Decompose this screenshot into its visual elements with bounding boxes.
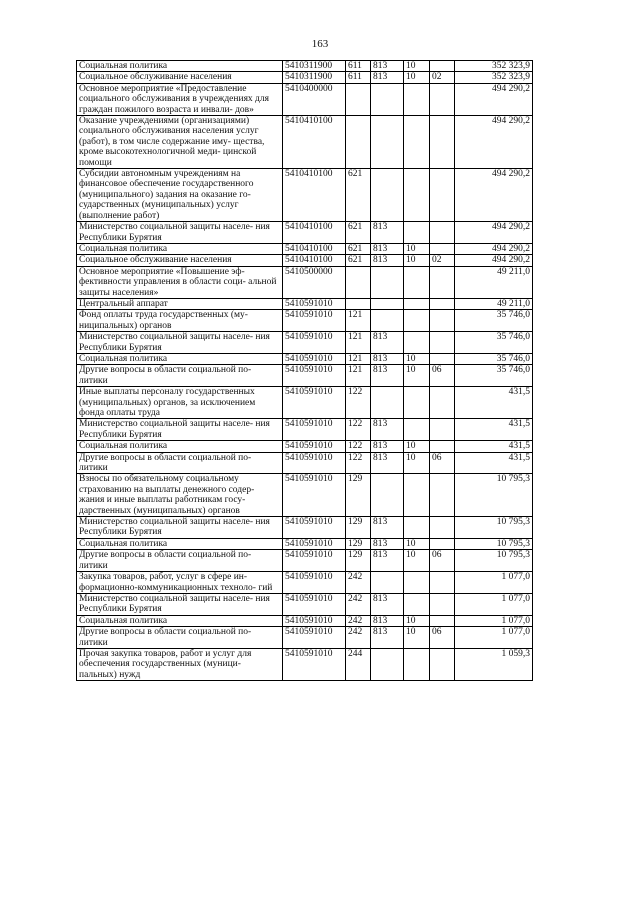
row-target-code: 5410591010 bbox=[283, 332, 346, 354]
row-amount: 35 746,0 bbox=[455, 353, 533, 364]
row-target-code: 5410591010 bbox=[283, 452, 346, 474]
row-subsection-code bbox=[430, 593, 455, 615]
row-expense-type: 121 bbox=[346, 365, 371, 387]
row-department-code bbox=[371, 310, 404, 332]
row-name: Социальная политика bbox=[77, 538, 283, 549]
row-expense-type: 244 bbox=[346, 648, 371, 680]
row-subsection-code: 06 bbox=[430, 452, 455, 474]
row-department-code bbox=[371, 83, 404, 115]
row-amount: 35 746,0 bbox=[455, 310, 533, 332]
table-row bbox=[77, 387, 533, 419]
row-expense-type: 621 bbox=[346, 255, 371, 266]
row-target-code: 5410591010 bbox=[283, 387, 346, 419]
row-section-code: 10 bbox=[404, 243, 430, 254]
row-amount: 35 746,0 bbox=[455, 365, 533, 387]
row-section-code bbox=[404, 169, 430, 222]
row-section-code bbox=[404, 517, 430, 539]
row-target-code: 5410311900 bbox=[283, 72, 346, 83]
row-name: Министерство социальной защиты населе- ния Республики Бурятия bbox=[77, 419, 283, 441]
row-subsection-code: 02 bbox=[430, 72, 455, 83]
row-amount: 352 323,9 bbox=[455, 61, 533, 72]
row-department-code bbox=[371, 169, 404, 222]
row-subsection-code bbox=[430, 648, 455, 680]
row-department-code bbox=[371, 572, 404, 594]
row-expense-type: 611 bbox=[346, 72, 371, 83]
row-expense-type: 129 bbox=[346, 517, 371, 539]
row-amount: 10 795,3 bbox=[455, 474, 533, 517]
row-expense-type: 129 bbox=[346, 550, 371, 572]
row-expense-type bbox=[346, 116, 371, 169]
row-section-code bbox=[404, 310, 430, 332]
row-department-code bbox=[371, 474, 404, 517]
row-subsection-code bbox=[430, 353, 455, 364]
row-expense-type: 121 bbox=[346, 310, 371, 332]
page-number: 163 bbox=[311, 38, 329, 50]
table-row bbox=[77, 266, 533, 298]
row-department-code: 813 bbox=[371, 61, 404, 72]
row-name: Фонд оплаты труда государственных (му- ниципальных) органов bbox=[77, 310, 283, 332]
row-expense-type bbox=[346, 266, 371, 298]
row-section-code bbox=[404, 593, 430, 615]
row-name: Социальная политика bbox=[77, 441, 283, 452]
row-name: Социальная политика bbox=[77, 353, 283, 364]
row-target-code: 5410591010 bbox=[283, 310, 346, 332]
row-subsection-code: 06 bbox=[430, 550, 455, 572]
table-row bbox=[77, 83, 533, 115]
row-subsection-code bbox=[430, 517, 455, 539]
table-row bbox=[77, 419, 533, 441]
row-name: Основное мероприятие «Предоставление социального обслуживания в учреждениях для граждан пожилого возраста и инвали- дов» bbox=[77, 83, 283, 115]
table-row bbox=[77, 310, 533, 332]
row-amount: 431,5 bbox=[455, 387, 533, 419]
row-target-code: 5410591010 bbox=[283, 593, 346, 615]
row-target-code: 5410410100 bbox=[283, 243, 346, 254]
table-row bbox=[77, 365, 533, 387]
row-section-code bbox=[404, 83, 430, 115]
row-target-code: 5410591010 bbox=[283, 419, 346, 441]
row-department-code: 813 bbox=[371, 365, 404, 387]
row-department-code: 813 bbox=[371, 222, 404, 244]
row-target-code: 5410591010 bbox=[283, 550, 346, 572]
row-subsection-code bbox=[430, 222, 455, 244]
row-department-code: 813 bbox=[371, 72, 404, 83]
row-subsection-code bbox=[430, 169, 455, 222]
row-expense-type: 611 bbox=[346, 61, 371, 72]
row-department-code bbox=[371, 298, 404, 309]
row-section-code: 10 bbox=[404, 550, 430, 572]
table-row bbox=[77, 538, 533, 549]
budget-table-body bbox=[77, 61, 533, 681]
row-subsection-code: 06 bbox=[430, 365, 455, 387]
row-expense-type bbox=[346, 298, 371, 309]
row-expense-type: 129 bbox=[346, 474, 371, 517]
row-name: Иные выплаты персоналу государственных (муниципальных) органов, за исключением фонда оплаты труда bbox=[77, 387, 283, 419]
row-amount: 431,5 bbox=[455, 441, 533, 452]
row-subsection-code bbox=[430, 332, 455, 354]
row-department-code: 813 bbox=[371, 332, 404, 354]
row-expense-type: 121 bbox=[346, 332, 371, 354]
row-subsection-code: 02 bbox=[430, 255, 455, 266]
row-section-code: 10 bbox=[404, 72, 430, 83]
row-section-code bbox=[404, 474, 430, 517]
row-name: Прочая закупка товаров, работ и услуг для обеспечения государственных (муници- пальных) нужд bbox=[77, 648, 283, 680]
row-expense-type: 122 bbox=[346, 452, 371, 474]
row-department-code: 813 bbox=[371, 550, 404, 572]
row-name: Социальная политика bbox=[77, 61, 283, 72]
row-target-code: 5410591010 bbox=[283, 615, 346, 626]
row-amount: 49 211,0 bbox=[455, 298, 533, 309]
row-name: Другие вопросы в области социальной по- литики bbox=[77, 627, 283, 649]
row-expense-type: 621 bbox=[346, 222, 371, 244]
row-subsection-code bbox=[430, 116, 455, 169]
row-name: Социальное обслуживание населения bbox=[77, 72, 283, 83]
row-name: Основное мероприятие «Повышение эф- фективности управления в области соци- альной защиты населения» bbox=[77, 266, 283, 298]
row-section-code: 10 bbox=[404, 615, 430, 626]
row-target-code: 5410591010 bbox=[283, 517, 346, 539]
row-department-code: 813 bbox=[371, 593, 404, 615]
row-expense-type: 122 bbox=[346, 387, 371, 419]
row-expense-type: 242 bbox=[346, 615, 371, 626]
row-name: Закупка товаров, работ, услуг в сфере ин- формационно-коммуникационных техноло- гий bbox=[77, 572, 283, 594]
row-amount: 10 795,3 bbox=[455, 538, 533, 549]
row-target-code: 5410591010 bbox=[283, 627, 346, 649]
row-subsection-code bbox=[430, 615, 455, 626]
row-expense-type bbox=[346, 83, 371, 115]
row-department-code: 813 bbox=[371, 353, 404, 364]
row-section-code: 10 bbox=[404, 452, 430, 474]
row-department-code: 813 bbox=[371, 419, 404, 441]
row-expense-type: 621 bbox=[346, 169, 371, 222]
row-amount: 10 795,3 bbox=[455, 517, 533, 539]
row-name: Центральный аппарат bbox=[77, 298, 283, 309]
row-name: Социальная политика bbox=[77, 615, 283, 626]
row-name: Другие вопросы в области социальной по- литики bbox=[77, 452, 283, 474]
row-subsection-code bbox=[430, 387, 455, 419]
table-row bbox=[77, 474, 533, 517]
row-target-code: 5410591010 bbox=[283, 441, 346, 452]
table-row bbox=[77, 550, 533, 572]
row-section-code bbox=[404, 419, 430, 441]
table-row bbox=[77, 61, 533, 72]
row-department-code: 813 bbox=[371, 538, 404, 549]
table-row bbox=[77, 332, 533, 354]
row-section-code: 10 bbox=[404, 441, 430, 452]
row-section-code bbox=[404, 266, 430, 298]
row-name: Субсидии автономным учреждениям на финансовое обеспечение государственного (муниципального) задания на оказание го- сударственных (муниципальных) услуг (выполнение работ) bbox=[77, 169, 283, 222]
table-row bbox=[77, 222, 533, 244]
row-amount: 1 059,3 bbox=[455, 648, 533, 680]
row-subsection-code bbox=[430, 572, 455, 594]
row-amount: 494 290,2 bbox=[455, 243, 533, 254]
table-row bbox=[77, 627, 533, 649]
row-department-code: 813 bbox=[371, 452, 404, 474]
table-row bbox=[77, 648, 533, 680]
row-name: Другие вопросы в области социальной по- литики bbox=[77, 550, 283, 572]
row-section-code bbox=[404, 222, 430, 244]
row-name: Социальное обслуживание населения bbox=[77, 255, 283, 266]
table-row bbox=[77, 243, 533, 254]
row-target-code: 5410410100 bbox=[283, 255, 346, 266]
row-amount: 1 077,0 bbox=[455, 593, 533, 615]
row-target-code: 5410591010 bbox=[283, 353, 346, 364]
row-amount: 494 290,2 bbox=[455, 169, 533, 222]
row-expense-type: 621 bbox=[346, 243, 371, 254]
row-amount: 1 077,0 bbox=[455, 615, 533, 626]
row-subsection-code bbox=[430, 474, 455, 517]
row-amount: 494 290,2 bbox=[455, 83, 533, 115]
row-amount: 494 290,2 bbox=[455, 222, 533, 244]
row-section-code: 10 bbox=[404, 365, 430, 387]
row-target-code: 5410311900 bbox=[283, 61, 346, 72]
row-section-code: 10 bbox=[404, 353, 430, 364]
row-subsection-code bbox=[430, 419, 455, 441]
row-target-code: 5410410100 bbox=[283, 116, 346, 169]
row-department-code: 813 bbox=[371, 255, 404, 266]
row-section-code bbox=[404, 572, 430, 594]
row-amount: 431,5 bbox=[455, 452, 533, 474]
table-row bbox=[77, 441, 533, 452]
row-section-code bbox=[404, 387, 430, 419]
row-department-code: 813 bbox=[371, 627, 404, 649]
row-expense-type: 121 bbox=[346, 353, 371, 364]
table-row bbox=[77, 615, 533, 626]
row-subsection-code bbox=[430, 538, 455, 549]
table-row bbox=[77, 72, 533, 83]
row-name: Другие вопросы в области социальной по- литики bbox=[77, 365, 283, 387]
row-expense-type: 122 bbox=[346, 441, 371, 452]
row-section-code: 10 bbox=[404, 61, 430, 72]
row-expense-type: 242 bbox=[346, 627, 371, 649]
row-expense-type: 242 bbox=[346, 593, 371, 615]
row-name: Взносы по обязательному социальному страхованию на выплаты денежного содер- жания и иные выплаты работникам госу- дарственных (муниципальных) органов bbox=[77, 474, 283, 517]
row-subsection-code bbox=[430, 243, 455, 254]
row-name: Министерство социальной защиты населе- ния Республики Бурятия bbox=[77, 517, 283, 539]
table-row bbox=[77, 572, 533, 594]
row-target-code: 5410500000 bbox=[283, 266, 346, 298]
row-section-code bbox=[404, 298, 430, 309]
row-department-code: 813 bbox=[371, 517, 404, 539]
row-target-code: 5410591010 bbox=[283, 474, 346, 517]
row-expense-type: 122 bbox=[346, 419, 371, 441]
row-amount: 49 211,0 bbox=[455, 266, 533, 298]
table-row bbox=[77, 517, 533, 539]
row-department-code bbox=[371, 266, 404, 298]
row-amount: 1 077,0 bbox=[455, 572, 533, 594]
row-amount: 352 323,9 bbox=[455, 72, 533, 83]
table-row bbox=[77, 298, 533, 309]
row-expense-type: 129 bbox=[346, 538, 371, 549]
row-section-code bbox=[404, 332, 430, 354]
table-row bbox=[77, 169, 533, 222]
table-row bbox=[77, 452, 533, 474]
row-subsection-code bbox=[430, 298, 455, 309]
row-amount: 1 077,0 bbox=[455, 627, 533, 649]
row-section-code: 10 bbox=[404, 538, 430, 549]
row-name: Оказание учреждениями (организациями) социального обслуживания населения услуг (работ), в том числе содержание иму- щества, кроме высокотехнологичной меди- цинской помощи bbox=[77, 116, 283, 169]
row-department-code: 813 bbox=[371, 243, 404, 254]
row-subsection-code bbox=[430, 61, 455, 72]
row-target-code: 5410591010 bbox=[283, 365, 346, 387]
row-target-code: 5410591010 bbox=[283, 538, 346, 549]
row-target-code: 5410410100 bbox=[283, 222, 346, 244]
row-department-code bbox=[371, 116, 404, 169]
row-target-code: 5410591010 bbox=[283, 572, 346, 594]
row-department-code bbox=[371, 387, 404, 419]
row-amount: 10 795,3 bbox=[455, 550, 533, 572]
row-section-code: 10 bbox=[404, 627, 430, 649]
table-row bbox=[77, 116, 533, 169]
row-subsection-code bbox=[430, 83, 455, 115]
row-target-code: 5410591010 bbox=[283, 298, 346, 309]
row-name: Министерство социальной защиты населе- ния Республики Бурятия bbox=[77, 332, 283, 354]
table-row bbox=[77, 255, 533, 266]
row-target-code: 5410400000 bbox=[283, 83, 346, 115]
row-target-code: 5410591010 bbox=[283, 648, 346, 680]
row-subsection-code: 06 bbox=[430, 627, 455, 649]
row-subsection-code bbox=[430, 310, 455, 332]
table-row bbox=[77, 593, 533, 615]
row-name: Социальная политика bbox=[77, 243, 283, 254]
row-amount: 431,5 bbox=[455, 419, 533, 441]
row-name: Министерство социальной защиты населе- ния Республики Бурятия bbox=[77, 222, 283, 244]
row-department-code: 813 bbox=[371, 441, 404, 452]
row-amount: 494 290,2 bbox=[455, 116, 533, 169]
row-subsection-code bbox=[430, 266, 455, 298]
row-section-code: 10 bbox=[404, 255, 430, 266]
row-subsection-code bbox=[430, 441, 455, 452]
row-expense-type: 242 bbox=[346, 572, 371, 594]
row-amount: 494 290,2 bbox=[455, 255, 533, 266]
row-department-code: 813 bbox=[371, 615, 404, 626]
row-amount: 35 746,0 bbox=[455, 332, 533, 354]
row-section-code bbox=[404, 116, 430, 169]
row-department-code bbox=[371, 648, 404, 680]
row-section-code bbox=[404, 648, 430, 680]
table-row bbox=[77, 353, 533, 364]
budget-table bbox=[76, 60, 533, 681]
row-target-code: 5410410100 bbox=[283, 169, 346, 222]
row-name: Министерство социальной защиты населе- ния Республики Бурятия bbox=[77, 593, 283, 615]
